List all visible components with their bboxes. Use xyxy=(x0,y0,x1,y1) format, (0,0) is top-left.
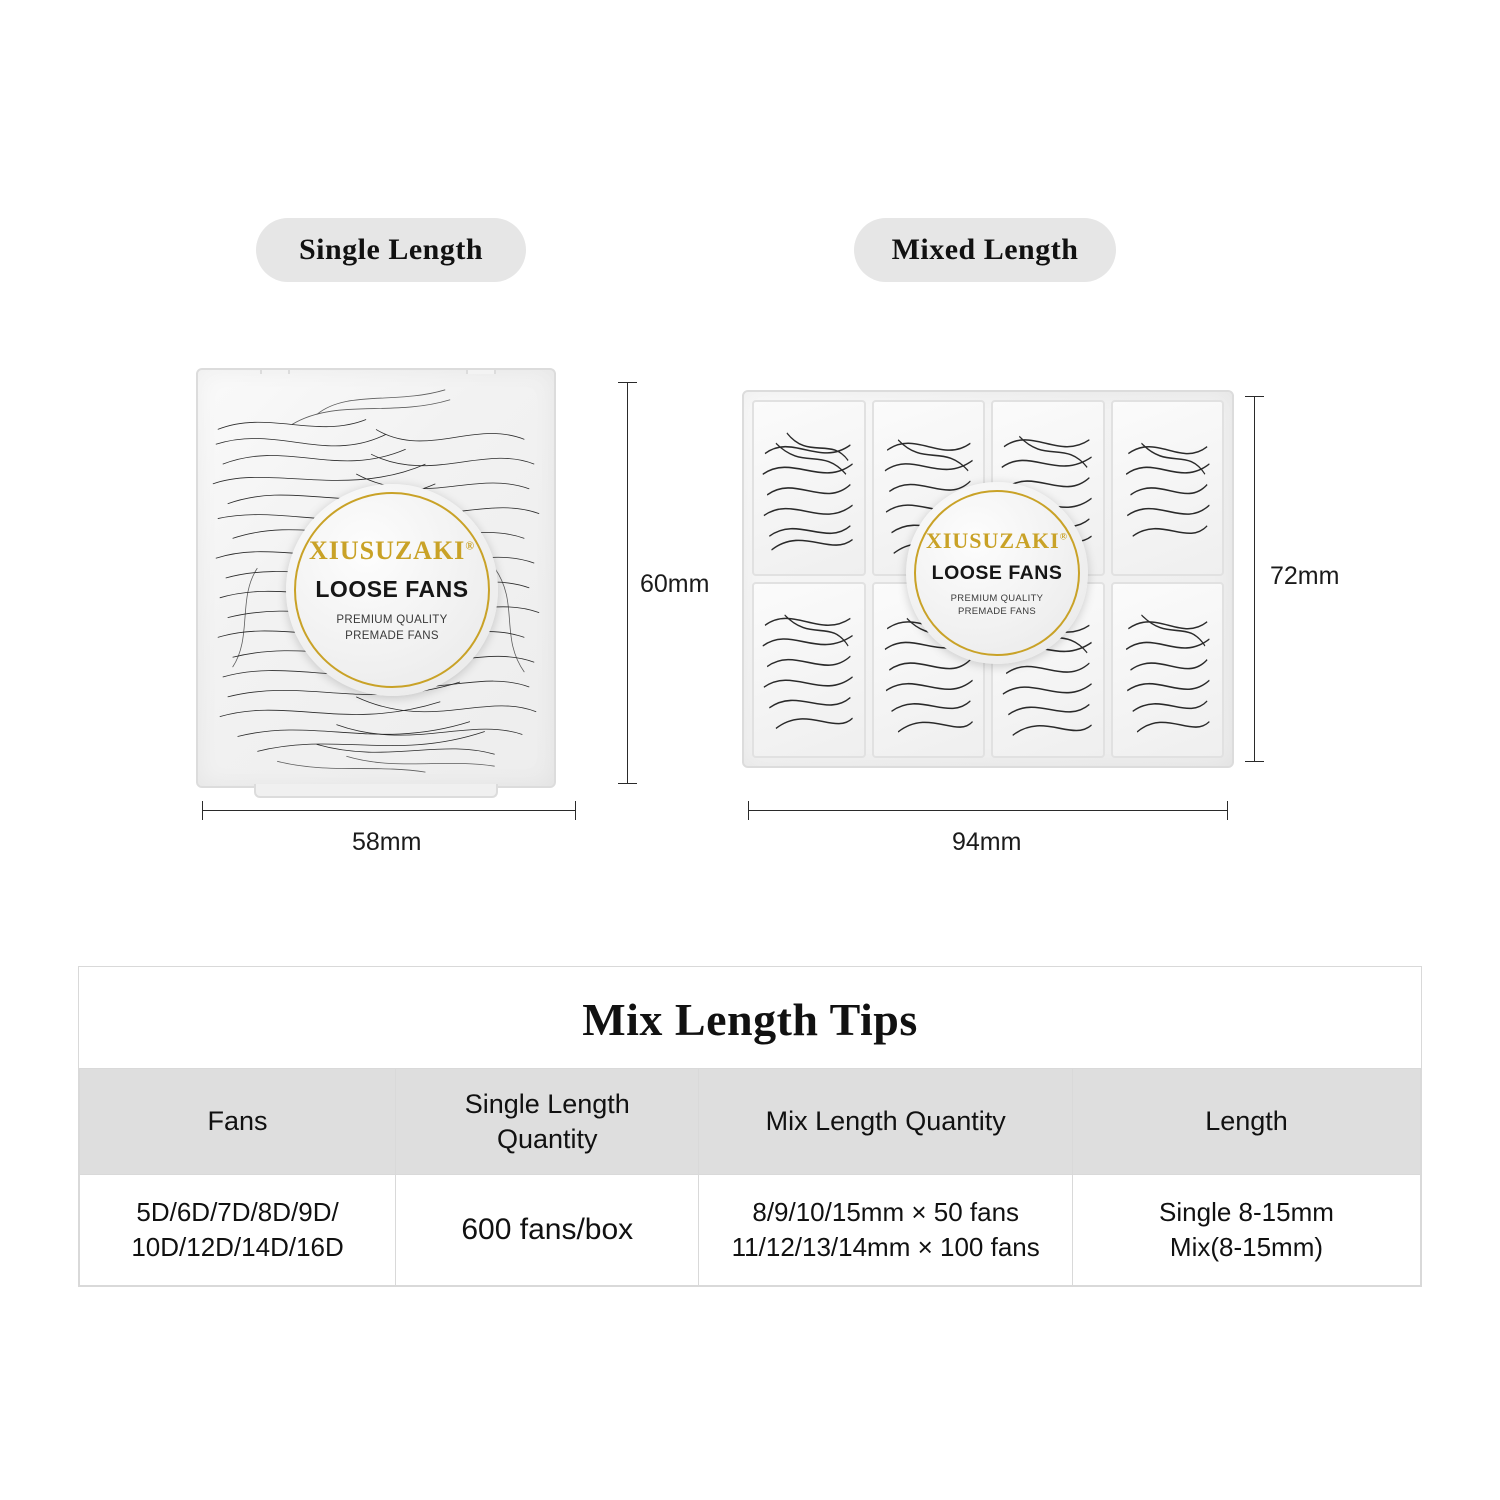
dimension-line-single-width xyxy=(202,810,576,811)
specs-table xyxy=(79,1068,1421,1286)
cell-mix-quantity: 8/9/10/15mm × 50 fans 11/12/13/14mm × 100 fans xyxy=(699,1175,1073,1286)
dimension-line-mixed-height xyxy=(1254,396,1255,762)
cell-fans: 5D/6D/7D/8D/9D/ 10D/12D/14D/16D xyxy=(80,1175,396,1286)
brand-subtitle-mixed: PREMIUM QUALITY PREMADE FANS xyxy=(950,592,1044,617)
cell-length: Single 8-15mm Mix(8-15mm) xyxy=(1072,1175,1420,1286)
dimension-line-mixed-width xyxy=(748,810,1228,811)
lash-fans-illustration-cell xyxy=(1113,402,1223,574)
dimension-line-single-height xyxy=(627,382,628,784)
case-hinge-tab-left xyxy=(260,368,290,374)
table-head xyxy=(80,1069,1421,1175)
lash-fans-illustration-cell xyxy=(1113,584,1223,756)
compartment-cell xyxy=(1111,400,1225,576)
brand-name-mixed: XIUSUZAKI® xyxy=(925,527,1069,553)
brand-product-title-single: LOOSE FANS xyxy=(315,575,469,602)
compartment-cell xyxy=(1111,582,1225,758)
dimension-label-mixed-width: 94mm xyxy=(952,828,1022,856)
brand-subtitle-single: PREMIUM QUALITY PREMADE FANS xyxy=(336,613,448,642)
lash-fans-illustration-cell xyxy=(754,584,864,756)
brand-product-title-mixed: LOOSE FANS xyxy=(931,561,1063,584)
product-image-single-length xyxy=(196,368,556,788)
brand-label-disc-single xyxy=(286,484,498,696)
table-header-fans: Fans xyxy=(80,1069,396,1175)
table-title: Mix Length Tips xyxy=(582,994,918,1045)
section-pill-mixed-length xyxy=(854,218,1116,282)
dimension-label-mixed-height: 72mm xyxy=(1270,562,1340,590)
lash-case-single xyxy=(196,368,556,788)
section-pill-single-length xyxy=(256,218,526,282)
table-header-length: Length xyxy=(1072,1069,1420,1175)
cell-single-quantity: 600 fans/box xyxy=(396,1175,699,1286)
compartment-cell xyxy=(752,582,866,758)
compartment-cell xyxy=(752,400,866,576)
dimension-label-single-width: 58mm xyxy=(352,828,422,856)
brand-label-disc-mixed xyxy=(906,482,1088,664)
case-hinge-tab-right xyxy=(466,368,496,374)
product-image-mixed-length xyxy=(742,390,1234,768)
table-body xyxy=(80,1175,1421,1286)
table-header-mix-length-quantity: Mix Length Quantity xyxy=(699,1069,1073,1175)
case-bottom-lip-single xyxy=(254,784,498,798)
section-pill-mixed-length-label: Mixed Length xyxy=(891,233,1079,266)
lash-fans-illustration-cell xyxy=(754,402,864,574)
table-row xyxy=(80,1175,1421,1286)
table-header-row xyxy=(80,1069,1421,1175)
mix-length-tips-table xyxy=(78,966,1422,1287)
brand-name-single: XIUSUZAKI® xyxy=(308,535,476,565)
table-header-single-length-quantity: Single Length Quantity xyxy=(396,1069,699,1175)
lash-case-mixed xyxy=(742,390,1234,768)
dimension-label-single-height: 60mm xyxy=(640,570,710,598)
section-pill-single-length-label: Single Length xyxy=(298,233,484,266)
